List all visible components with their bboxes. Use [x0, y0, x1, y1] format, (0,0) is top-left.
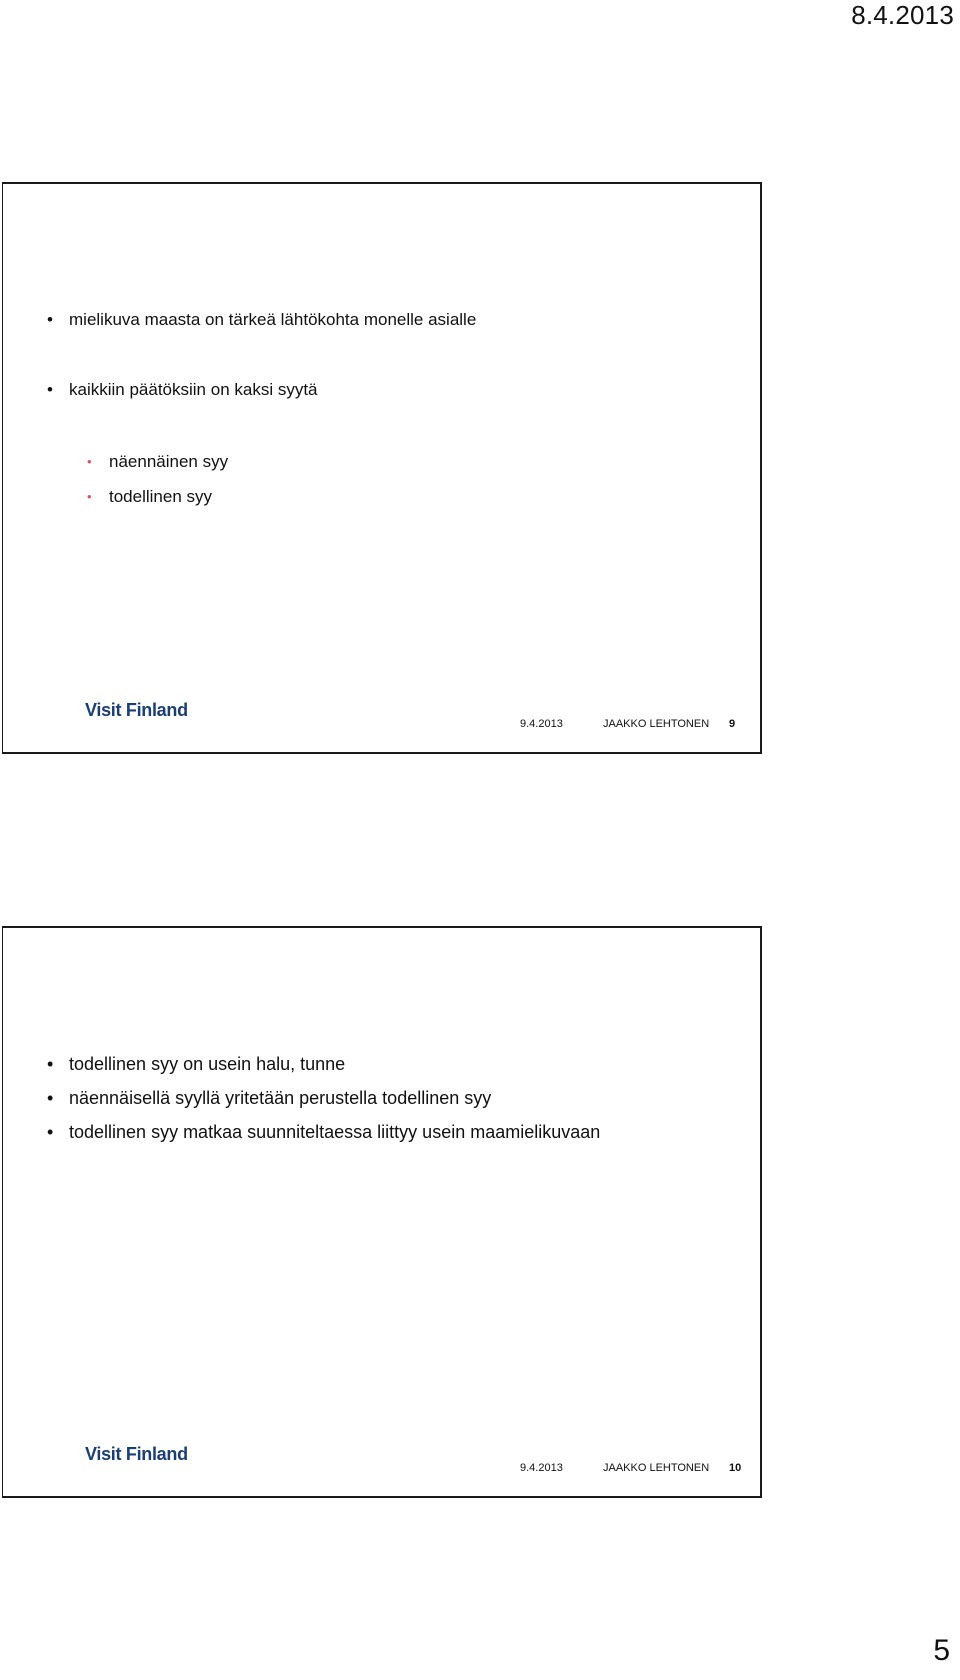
visit-finland-logo: Visit Finland — [85, 700, 188, 720]
bullet-list — [47, 1054, 600, 1156]
page-number: 5 — [933, 1634, 950, 1667]
slide-10 — [2, 926, 762, 1498]
visit-finland-logo: Visit Finland — [85, 1444, 188, 1464]
sub-bullet-list — [87, 452, 228, 522]
header-date: 8.4.2013 — [851, 0, 954, 30]
footer-date: 9.4.2013 — [520, 718, 563, 730]
footer-author: JAAKKO LEHTONEN — [603, 718, 710, 730]
bullet-item: • todellinen syy matkaa suunniteltaessa liittyy usein maamielikuvaan — [47, 1122, 600, 1143]
bullet-item: • kaikkiin päätöksiin on kaksi syytä — [47, 380, 476, 400]
bullet-item: • näennäisellä syyllä yritetään perustella todellinen syy — [47, 1088, 600, 1109]
sub-bullet-item: • todellinen syy — [87, 487, 228, 507]
slide-9 — [2, 182, 762, 754]
footer-date: 9.4.2013 — [520, 1462, 563, 1474]
slide-number: 9 — [729, 718, 736, 730]
sub-bullet-item: • näennäinen syy — [87, 452, 228, 472]
bullet-list — [47, 310, 476, 442]
bullet-item: • mielikuva maasta on tärkeä lähtökohta monelle asialle — [47, 310, 476, 330]
slide-number: 10 — [729, 1462, 742, 1474]
footer-author: JAAKKO LEHTONEN — [603, 1462, 710, 1474]
bullet-item: • todellinen syy on usein halu, tunne — [47, 1054, 600, 1075]
